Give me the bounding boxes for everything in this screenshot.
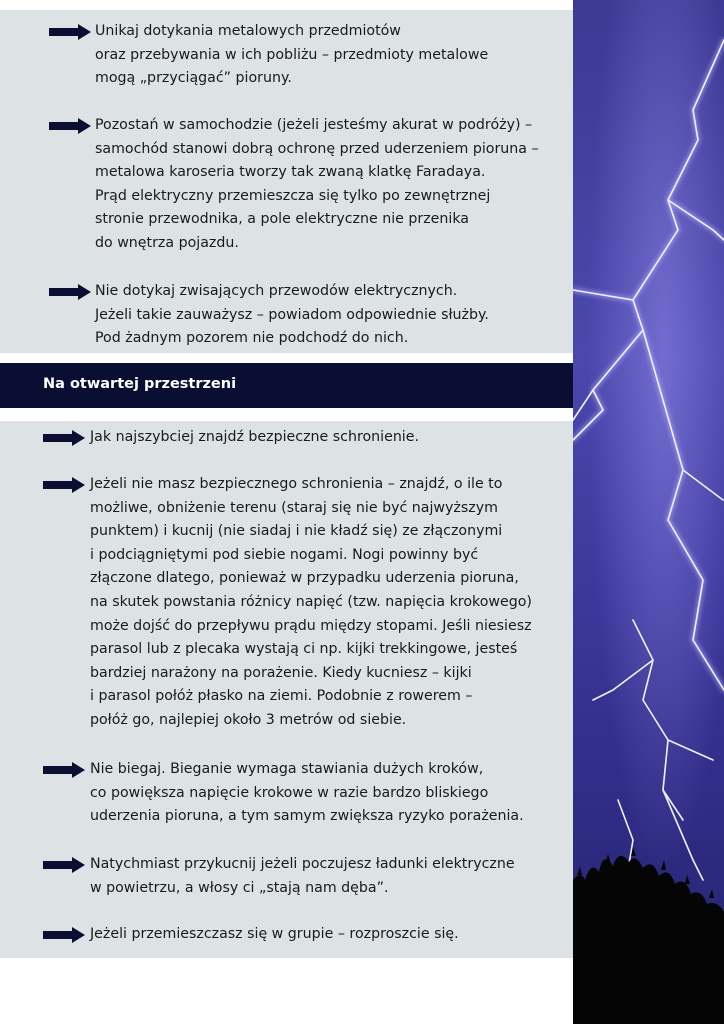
list-item-text: Nie biegaj. Bieganie wymaga stawiania dużych kroków, co powiększa napięcie krokowe w razie bardzo bliskiego uderzenia pioruna, a tym samym zwiększa ryzyko porażenia. bbox=[90, 761, 524, 825]
arrow-right-icon bbox=[49, 118, 91, 134]
arrow-right-icon bbox=[43, 477, 85, 493]
list-item-text: Jeżeli przemieszczasz się w grupie – rozproszcie się. bbox=[90, 926, 459, 942]
list-item-text: Unikaj dotykania metalowych przedmiotów oraz przebywania w ich pobliżu – przedmioty metalowe mogą „przyciągać” pioruny. bbox=[95, 23, 489, 87]
arrow-right-icon bbox=[43, 762, 85, 778]
section-title: Na otwartej przestrzeni bbox=[43, 376, 237, 392]
lightning-photo bbox=[573, 0, 724, 1024]
arrow-right-icon bbox=[43, 927, 85, 943]
arrow-right-icon bbox=[49, 284, 91, 300]
list-item-text: Jak najszybciej znajdź bezpieczne schronienie. bbox=[90, 429, 419, 445]
list-item-text: Jeżeli nie masz bezpiecznego schronienia – znajdź, o ile to możliwe, obniżenie terenu (staraj się nie być najwyższym punktem) i kucnij (nie siadaj i nie kładź się) ze złączonymi i podciągniętymi pod siebie nogami. Nogi powinny być złączone dlatego, ponieważ w przypadku uderzenia pioruna, na skutek powstania różnicy napięć (tzw. napięcia krokowego) może dojść do przepływu prądu między stopami. Jeśli niesiesz parasol lub z plecaka wystają ci np. kijki trekkingowe, jesteś bardziej narażony na porażenie. Kiedy kucniesz – kijki i parasol połóż płasko na ziemi. Podobnie z rowerem – połóż go, najlepiej około 3 metrów od siebie. bbox=[90, 476, 532, 728]
arrow-right-icon bbox=[43, 430, 85, 446]
list-item-text: Natychmiast przykucnij jeżeli poczujesz ładunki elektryczne w powietrzu, a włosy ci „stają nam dęba”. bbox=[90, 856, 515, 896]
precautions-panel bbox=[0, 10, 573, 353]
arrow-right-icon bbox=[49, 24, 91, 40]
list-item-text: Nie dotykaj zwisających przewodów elektrycznych. Jeżeli takie zauważysz – powiadom odpowiednie służby. Pod żadnym pozorem nie podchodź do nich. bbox=[95, 283, 489, 347]
list-item-text: Pozostań w samochodzie (jeżeli jesteśmy akurat w podróży) – samochód stanowi dobrą ochronę przed uderzeniem pioruna – metalowa karoseria tworzy tak zwaną klatkę Faradaya. Prąd elektryczny przemieszcza się tylko po zewnętrznej stronie przewodnika, a pole elektryczne nie przenika do wnętrza pojazdu. bbox=[95, 117, 539, 251]
section-header bbox=[0, 363, 573, 408]
open-space-panel bbox=[0, 421, 573, 958]
arrow-right-icon bbox=[43, 857, 85, 873]
